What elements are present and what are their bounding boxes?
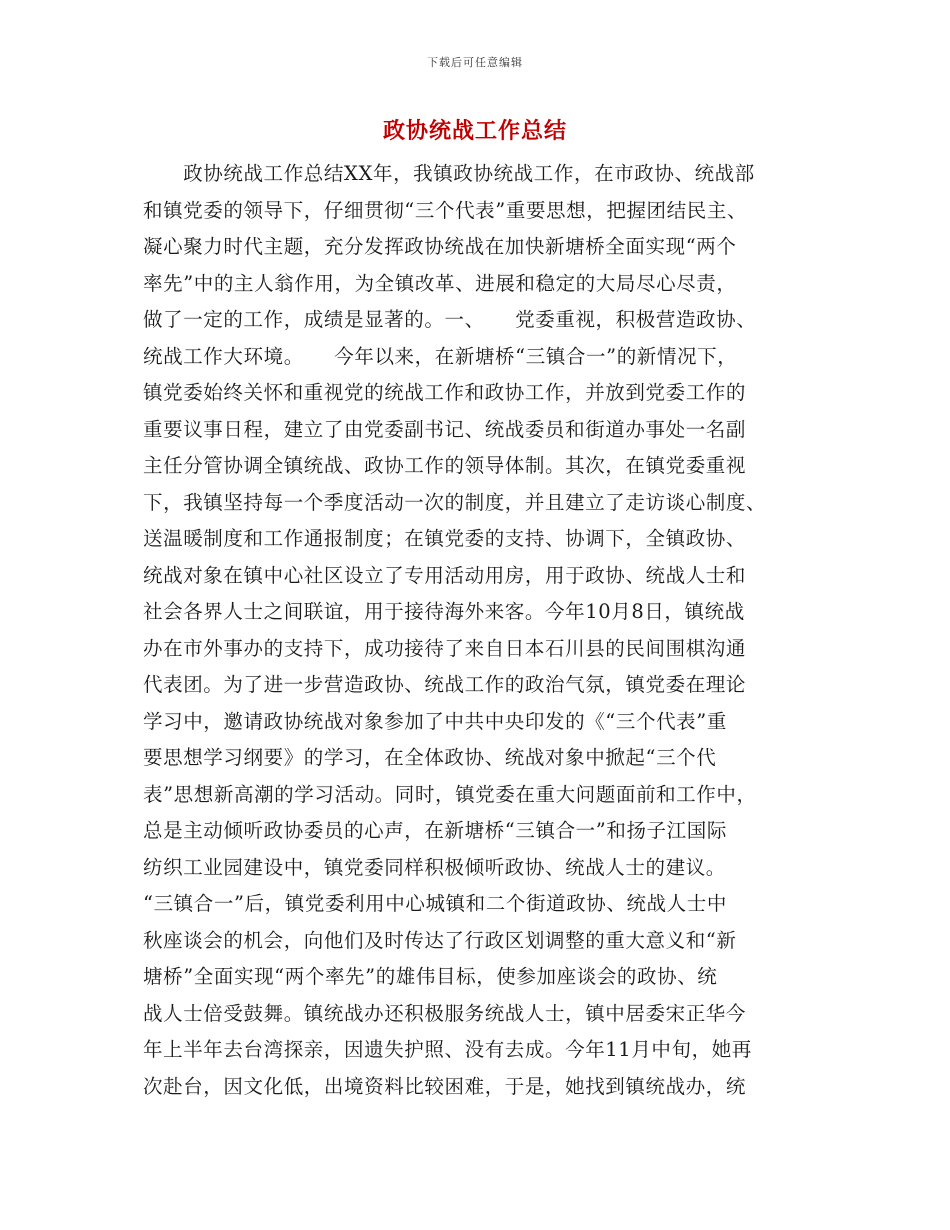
body-line: 做了一定的工作，成绩是显著的。一、 党委重视，积极营造政协、 [143,308,757,331]
body-line: 重要议事日程，建立了由党委副书记、统战委员和街道办事处一名副 [143,417,747,441]
body-line: 政协统战工作总结XX年，我镇政协统战工作，在市政协、统战部 [143,162,755,185]
body-line: 表”思想新高潮的学习活动。同时，镇党委在重大问题面前和工作中， [143,782,757,806]
body-line: 送温暖制度和工作通报制度；在镇党委的支持、协调下，全镇政协、 [143,527,747,550]
header-note: 下载后可任意编辑 [427,56,523,69]
body-line: 总是主动倾听政协委员的心声，在新塘桥“三镇合一”和扬子江国际 [143,819,727,842]
body-line: 年上半年去台湾探亲，因遗失护照、没有去成。今年11月中旬，她再 [143,1038,752,1061]
document-body [143,156,823,1105]
body-line: 次赴台，因文化低，出境资料比较困难，于是，她找到镇统战办，统 [143,1074,747,1098]
body-line: 下，我镇坚持每一个季度活动一次的制度，并且建立了走访谈心制度、 [143,490,767,514]
body-line: 学习中，邀请政协统战对象参加了中共中央印发的《“三个代表”重 [143,709,727,733]
body-line: 和镇党委的领导下，仔细贯彻“三个代表”重要思想，把握团结民主、 [143,198,748,222]
body-line: 镇党委始终关怀和重视党的统战工作和政协工作，并放到党委工作的 [143,381,747,404]
document-title: 政协统战工作总结 [382,119,567,144]
body-line: 社会各界人士之间联谊，用于接待海外来客。今年10月8日，镇统战 [143,600,745,623]
body-line: 战人士倍受鼓舞。镇统战办还积极服务统战人士，镇中居委宋正华今 [143,1001,747,1025]
body-line: “三镇合一”后，镇党委利用中心城镇和二个街道政协、统战人士中 [143,892,727,915]
body-line: 统战对象在镇中心社区设立了专用活动用房，用于政协、统战人士和 [143,563,747,587]
body-line: 办在市外事办的支持下，成功接待了来自日本石川县的民间围棋沟通 [143,636,747,660]
body-line: 主任分管协调全镇统战、政协工作的领导体制。其次，在镇党委重视 [143,454,747,477]
body-line: 统战工作大环境。 今年以来，在新塘桥“三镇合一”的新情况下， [143,344,738,368]
body-line: 秋座谈会的机会，向他们及时传达了行政区划调整的重大意义和“新 [143,928,737,952]
body-line: 纺织工业园建设中，镇党委同样积极倾听政协、统战人士的建议。 [143,855,726,879]
body-line: 代表团。为了进一步营造政协、统战工作的政治气氛，镇党委在理论 [143,673,747,696]
body-line: 率先”中的主人翁作用，为全镇改革、进展和稳定的大局尽心尽责， [143,271,737,295]
body-line: 凝心聚力时代主题，充分发挥政协统战在加快新塘桥全面实现“两个 [143,235,737,258]
body-line: 要思想学习纲要》的学习，在全体政协、统战对象中掀起“三个代 [143,746,717,769]
body-line: 塘桥”全面实现“两个率先”的雄伟目标，使参加座谈会的政协、统 [143,965,718,988]
